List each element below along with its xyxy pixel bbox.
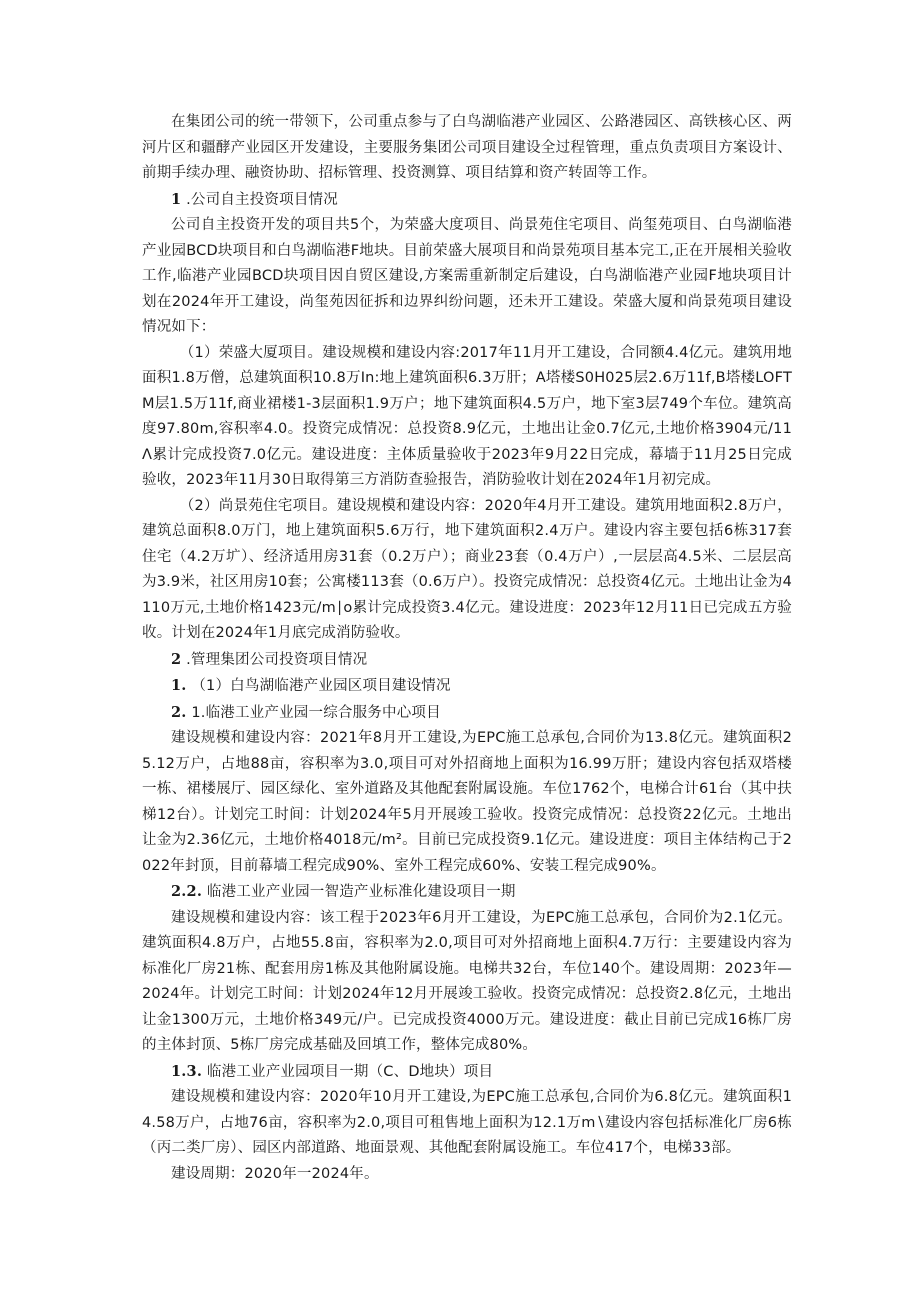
- subsection-title: 临港工业产业园项目一期（C、D地块）项目: [206, 1063, 494, 1080]
- document-page: [142, 110, 792, 1187]
- subsection-title: 1.临港工业产业园一综合服务中心项目: [191, 704, 441, 721]
- service-center-paragraph: 建设规模和建设内容：2021年8月开工建设,为EPC施工总承包,合同价为13.8亿元。建筑面积25.12万户，占地88亩，容积率为3.0,项目可对外招商地上面积为16.99万肝；建设内容包括双塔楼一栋、裙楼展厅、园区绿化、室外道路及其他配套附属设施。车位1762个，电梯合计61台（其中扶梯12台）。计划完工时间：计划2024年5月开展竣工验收。投资完成情况：总投资22亿元。土地出让金为2.36亿元，土地价格4018元/m²。目前已完成投资9.1亿元。建设进度：项目主体结构己于2022年封顶，目前幕墙工程完成90%、室外工程完成60%、安装工程完成90%。: [142, 730, 792, 874]
- cd-period-paragraph: 建设周期：2020年一2024年。: [171, 1165, 379, 1182]
- section-number: 1: [171, 190, 182, 208]
- subsection-title: （1）白鸟湖临港产业园区项目建设情况: [191, 678, 451, 694]
- cd-block-paragraph: 建设规模和建设内容：2020年10月开工建设,为EPC施工总承包,合同价为6.8亿元。建筑面积14.58万户，占地76亩，容积率为2.0,项目可租售地上面积为12.1万m∖建设内容包括标准化厂房6栋（丙二类厂房）、园区内部道路、地面景观、其他配套附属设施工。车位417个，电梯33部。: [142, 1089, 792, 1156]
- section-title: .管理集团公司投资项目情况: [186, 651, 368, 668]
- shangjing-paragraph: （2）尚景苑住宅项目。建设规模和建设内容：2020年4月开工建设。建筑用地面积2.8万户，建筑总面积8.0万门，地上建筑面积5.6万行，地下建筑面积2.4万户。建设内容主要包括6栋317套住宅（4.2万圹）、经济适用房31套（0.2万户）；商业23套（0.4万户）,一层层高4.5米、二层层高为3.9米，社区用房10套；公寓楼113套（0.6万户）。投资完成情况：总投资4亿元。土地出让金为4110万元,土地价格1423元/m∣o累计完成投资3.4亿元。建设进度：2023年12月11日已完成五方验收。计划在2024年1月底完成消防验收。: [142, 497, 792, 641]
- intro-paragraph: 在集团公司的统一带领下，公司重点参与了白鸟湖临港产业园区、公路港园区、高铁核心区、两河片区和疆酵产业园区开发建设，主要服务集团公司项目建设全过程管理，重点负责项目方案设计、前期手续办理、融资协助、招标管理、投资测算、项目结算和资产转固等工作。: [142, 114, 792, 181]
- rongsheng-paragraph: （1）荣盛大厦项目。建设规模和建设内容:2017年11月开工建设，合同额4.4亿元。建筑用地面积1.8万僧，总建筑面积10.8万In:地上建筑面积6.3万肝；A塔楼S0H025层2.6万11f,B塔楼LOFTM层1.5万11f,商业裙楼1-3层面积1.9万户；地下建筑面积4.5万户，地下室3层749个车位。建筑高度97.80m,容积率4.0。投资完成情况：总投资8.9亿元，土地出让金0.7亿元,土地价格3904元/11Λ累计完成投资7.0亿元。建设进度：主体质量验收于2023年9月22日完成，幕墙于11月25日完成验收，2023年11月30日取得第三方消防查验报告，消防验收计划在2024年1月初完成。: [142, 344, 792, 488]
- subsection-heading-2-2: [142, 879, 792, 906]
- subsection-number: 1.: [171, 677, 187, 694]
- section-heading-2: [142, 647, 792, 674]
- section-title: .公司自主投资项目情况: [186, 191, 338, 208]
- section-heading-1: [142, 187, 792, 214]
- subsection-number: 2.: [171, 703, 187, 721]
- subsection-heading-2-1-1: [142, 700, 792, 727]
- subsection-heading-2-3: [142, 1059, 792, 1086]
- section-number: 2: [171, 650, 182, 668]
- subsection-number: 2.2.: [171, 883, 203, 900]
- subsection-title: 临港工业产业园一智造产业标准化建设项目一期: [206, 884, 516, 900]
- self-invest-paragraph: 公司自主投资开发的项目共5个，为荣盛大度项目、尚景苑住宅项目、尚玺苑项目、白鸟湖临港产业园BCD块项目和白鸟湖临港F地块。目前荣盛大展项目和尚景苑项目基本完工,正在开展相关验收工作,临港产业园BCD块项目因自贸区建设,方案需重新制定后建设，白鸟湖临港产业园F地块项目计划在2024年开工建设，尚玺苑因征拆和边界纠纷问题，还未开工建设。荣盛大厦和尚景苑项目建设情况如下：: [142, 217, 792, 335]
- subsection-heading-2-1: [142, 673, 792, 700]
- smart-mfg-paragraph: 建设规模和建设内容：该工程于2023年6月开工建设，为EPC施工总承包，合同价为2.1亿元。建筑面积4.8万户，占地55.8亩，容积率为2.0,项目可对外招商地上面积4.7万行：主要建设内容为标准化厂房21栋、配套用房1栋及其他附属设施。电梯共32台，车位140个。建设周期：2023年—2024年。计划完工时间：计划2024年12月开展竣工验收。投资完成情况：总投资2.8亿元，土地出让金1300万元，土地价格349元/户。已完成投资4000万元。建设进度：截止目前已完成16栋厂房的主体封顶、5栋厂房完成基础及回填工作，整体完成80%。: [142, 909, 792, 1053]
- subsection-number: 1.3.: [171, 1062, 203, 1080]
